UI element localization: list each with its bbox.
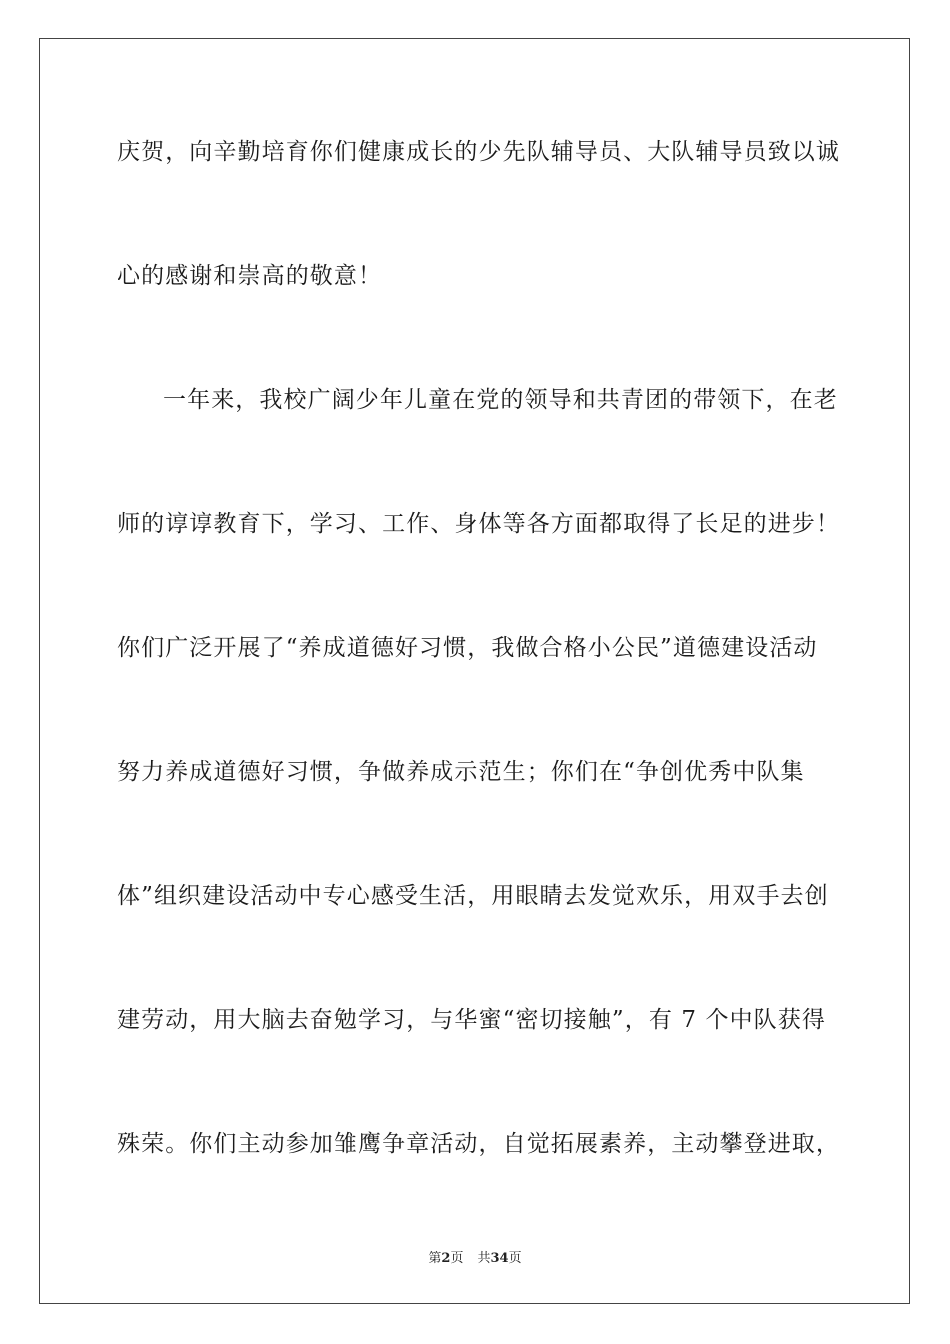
page-number: 2 [441, 1251, 451, 1266]
text-line-1: 庆贺，向辛勤培育你们健康成长的少先队辅导员、大队辅导员致以诚 [117, 139, 840, 165]
text-line-9: 殊荣。你们主动参加雏鹰争章活动，自觉拓展素养，主动攀登进取， [117, 1131, 840, 1157]
text-line-7: 体”组织建设活动中专心感受生活，用眼睛去发觉欢乐，用双手去创 [117, 883, 829, 909]
text-line-2: 心的感谢和崇高的敬意！ [117, 263, 383, 289]
total-prefix: 共 [477, 1251, 491, 1266]
text-line-6: 努力养成道德好习惯，争做养成示范生；你们在“争创优秀中队集 [117, 759, 805, 785]
page-prefix: 第 [428, 1251, 442, 1266]
total-pages: 34 [490, 1251, 509, 1266]
text-line-3: 一年来，我校广阔少年儿童在党的领导和共青团的带领下，在老 [163, 387, 838, 413]
page-suffix: 页 [450, 1251, 464, 1266]
page-footer [0, 1247, 950, 1266]
text-line-4: 师的谆谆教育下，学习、工作、身体等各方面都取得了长足的进步！ [117, 511, 840, 537]
total-suffix: 页 [508, 1251, 522, 1266]
body-text [117, 128, 840, 1244]
text-line-5: 你们广泛开展了“养成道德好习惯，我做合格小公民”道德建设活动 [117, 635, 818, 661]
text-line-8: 建劳动，用大脑去奋勉学习，与华蜜“密切接触”，有 7 个中队获得 [117, 1007, 826, 1033]
